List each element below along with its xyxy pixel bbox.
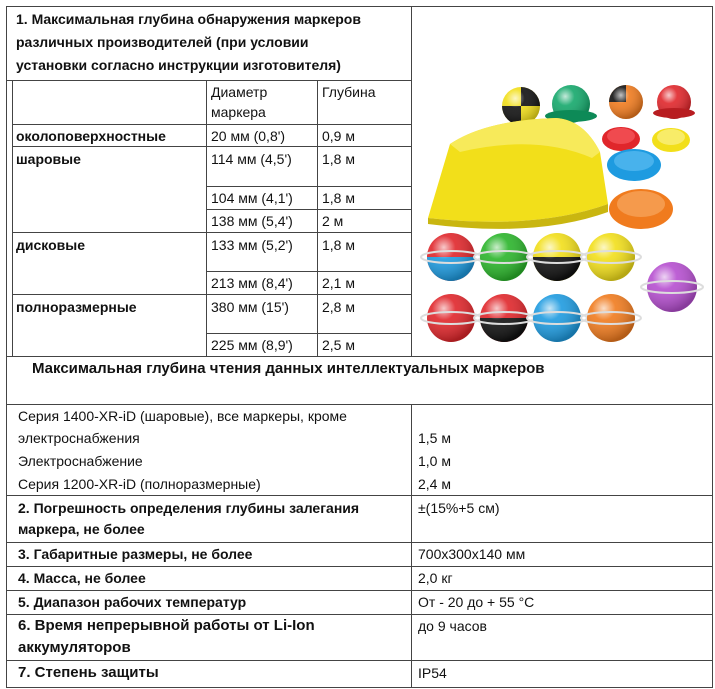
disk-marker-icon	[652, 128, 690, 152]
ball-icon	[474, 233, 534, 281]
ball-icon	[581, 233, 641, 281]
disk-marker-icon	[602, 127, 640, 151]
marker-balls-photo	[416, 82, 712, 358]
ball-icon	[581, 294, 641, 342]
ball-icon	[641, 262, 703, 312]
group-label: дисковые	[16, 237, 86, 253]
group-label: шаровые	[16, 151, 81, 167]
disk-marker-icon	[607, 149, 661, 181]
group-label: полноразмерные	[16, 299, 137, 315]
ball-icon	[421, 294, 481, 342]
col-header-depth: Глубина	[322, 84, 376, 100]
ball-icon	[653, 85, 695, 119]
ball-icon	[421, 233, 481, 281]
disk-marker-icon	[609, 189, 673, 229]
intel-section-title: Максимальная глубина чтения данных интеллектуальных маркеров	[32, 360, 545, 377]
ball-icon	[527, 233, 587, 281]
ball-icon	[609, 85, 643, 119]
ball-icon	[545, 85, 597, 123]
ball-icon	[527, 294, 587, 342]
ball-icon	[474, 294, 534, 342]
disk-marker-icon	[428, 118, 608, 229]
group-label: околоповерхностные	[16, 128, 166, 144]
